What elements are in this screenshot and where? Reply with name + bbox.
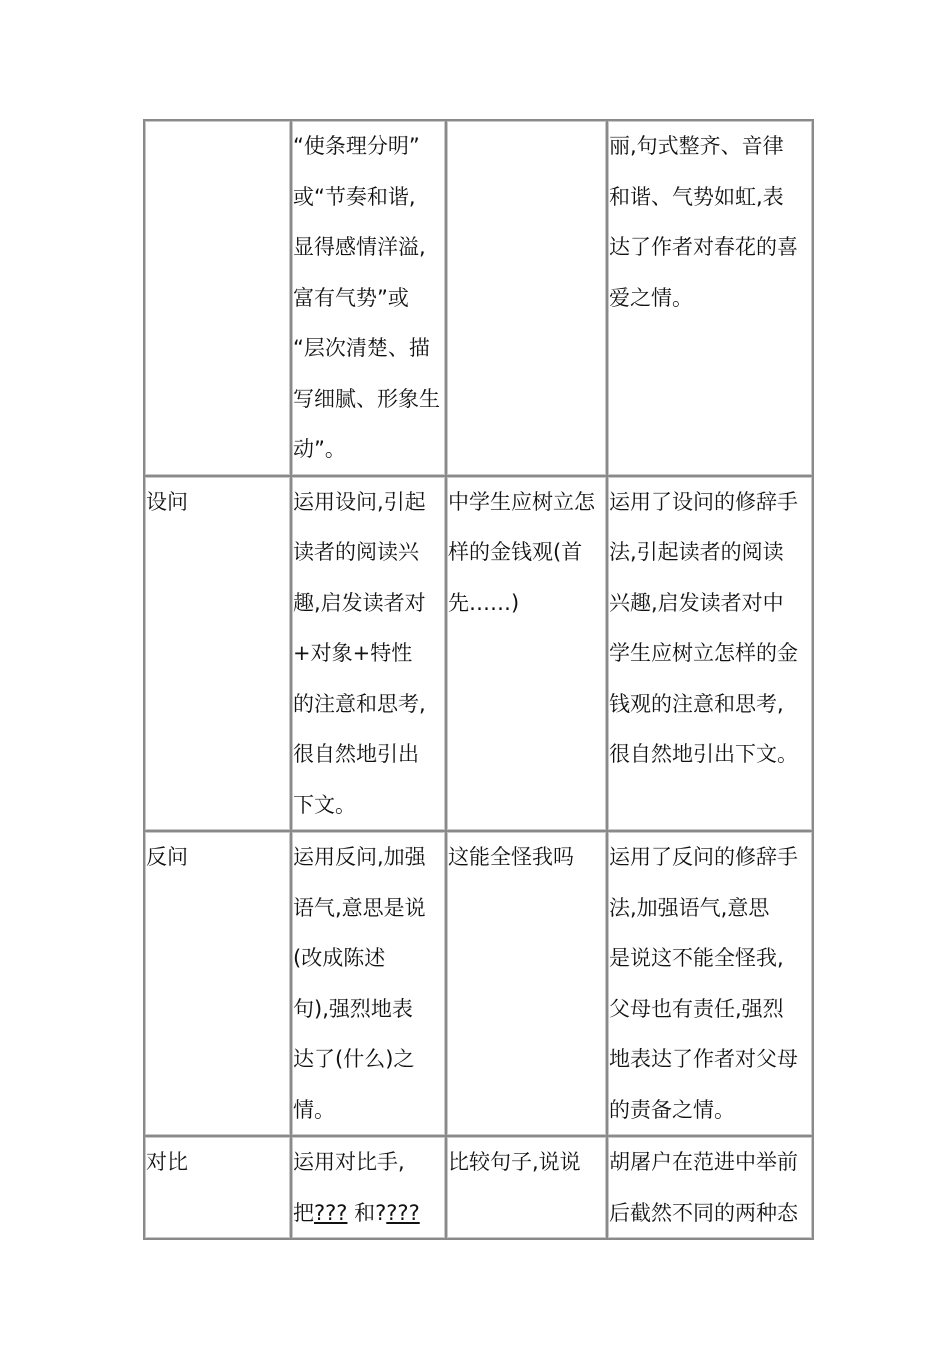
answer-cell <box>607 831 813 1136</box>
effect-text <box>293 1137 444 1238</box>
device-cell <box>144 831 291 1136</box>
effect-text: “使条理分明” 或“节奏和谐, 显得感情洋溢, 富有气势”或 “层次清楚、描 写细腻、形象生 动”。 <box>293 134 440 461</box>
effect-line <box>293 1201 420 1225</box>
example-cell <box>446 476 607 832</box>
effect-cell <box>291 120 446 476</box>
effect-line: 运用对比手, <box>293 1150 405 1174</box>
example-text: 中学生应树立怎 样的金钱观(首 先……) <box>448 489 595 615</box>
answer-text: 运用了设问的修辞手 法,引起读者的阅读 兴趣,启发读者对中 学生应树立怎样的金 钱观的注意和思考, 很自然地引出下文。 <box>609 489 798 766</box>
rhetoric-table <box>143 119 814 1240</box>
device-text: 反问 <box>146 845 188 869</box>
blank-placeholder: ??? <box>314 1200 348 1225</box>
effect-text: 运用反问,加强 语气,意思是说 (改成陈述 句),强烈地表 达了(什么)之 情。 <box>293 845 426 1122</box>
device-cell <box>144 1136 291 1239</box>
table-row <box>144 831 813 1136</box>
example-cell <box>446 831 607 1136</box>
answer-cell <box>607 1136 813 1239</box>
effect-cell <box>291 831 446 1136</box>
answer-text: 胡屠户在范进中举前 后截然不同的两种态 <box>609 1150 798 1225</box>
answer-cell <box>607 476 813 832</box>
device-cell <box>144 120 291 476</box>
blank-placeholder: ??? <box>386 1200 420 1225</box>
answer-cell <box>607 120 813 476</box>
example-text: 比较句子,说说 <box>448 1150 581 1174</box>
effect-text: 运用设问,引起 读者的阅读兴 趣,启发读者对 +对象+特性 的注意和思考, 很自然地引出 下文。 <box>293 489 426 817</box>
answer-text: 运用了反问的修辞手 法,加强语气,意思 是说这不能全怪我, 父母也有责任,强烈 地表达了作者对父母 的责备之情。 <box>609 845 798 1122</box>
device-cell <box>144 476 291 832</box>
device-text: 设问 <box>146 489 188 514</box>
example-cell <box>446 1136 607 1239</box>
effect-fragment: 把 <box>293 1200 314 1225</box>
table-row <box>144 1136 813 1239</box>
effect-cell <box>291 1136 446 1239</box>
device-text: 对比 <box>146 1150 188 1174</box>
example-cell <box>446 120 607 476</box>
table-row <box>144 476 813 832</box>
effect-fragment: 和? <box>347 1200 387 1225</box>
example-text: 这能全怪我吗 <box>448 845 574 869</box>
answer-text: 丽,句式整齐、音律 和谐、气势如虹,表 达了作者对春花的喜 爱之情。 <box>609 134 798 310</box>
effect-cell <box>291 476 446 832</box>
table-row <box>144 120 813 476</box>
